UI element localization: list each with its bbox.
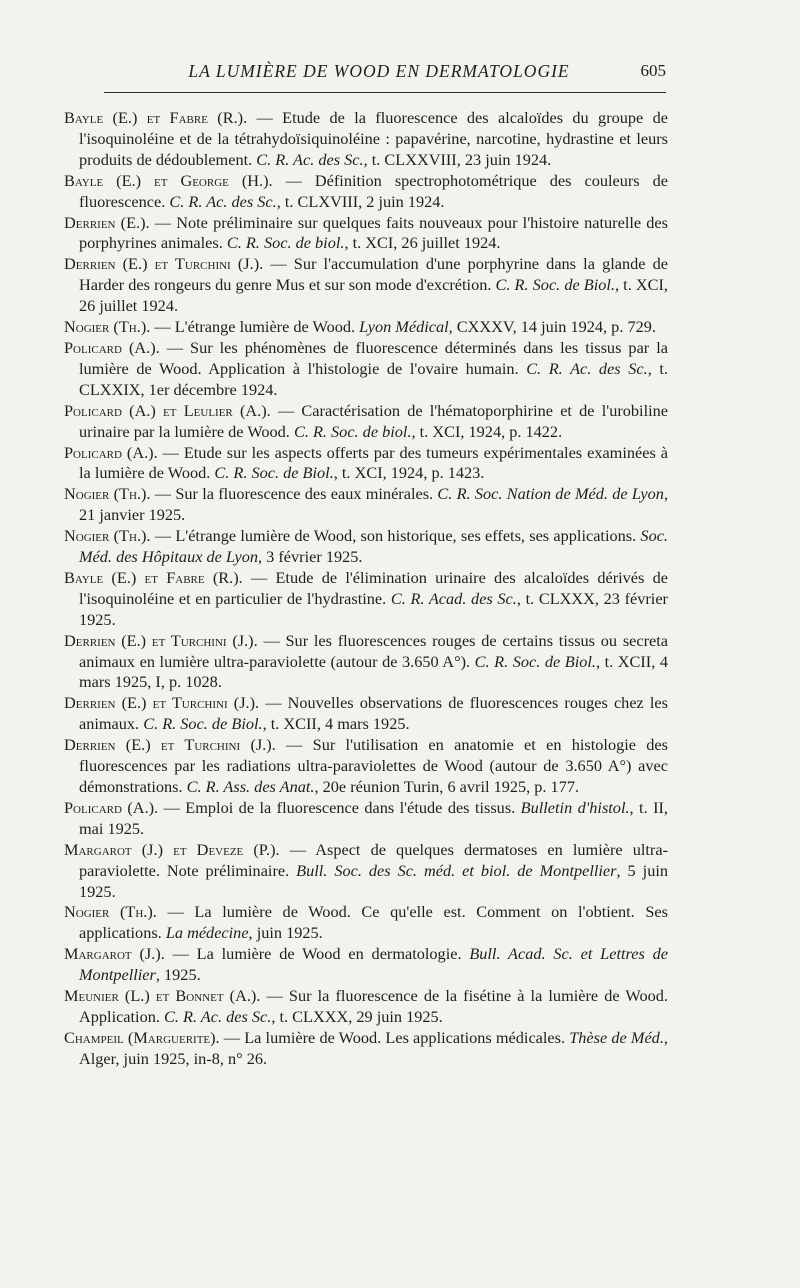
reference-journal: C. R. Soc. de Biol. — [474, 651, 596, 671]
reference-details: , 21 janvier 1925. — [79, 484, 669, 525]
reference-entry — [64, 944, 668, 986]
reference-details: , 3 février 1925. — [258, 547, 363, 567]
reference-details: , t. XCI, 1924, p. 1423. — [333, 463, 485, 483]
reference-text: — Aspect de quelques dermatoses en lumière ultra-paraviolette. Note préliminaire. — [79, 839, 668, 880]
reference-entry — [64, 443, 668, 485]
reference-text: — Caractérisation de l'hématoporphirine et de l'urobiline urinaire par la lumière de Wood. — [79, 400, 668, 441]
reference-authors: Bayle (E.) et Fabre (R.). — [64, 108, 248, 127]
reference-journal: Lyon Médical — [359, 317, 449, 337]
reference-text: — La lumière de Wood en dermatologie. — [164, 944, 470, 964]
reference-journal: Bulletin d'histol. — [520, 797, 630, 817]
reference-details: , t. CLXXIX, 1er décembre 1924. — [79, 358, 668, 399]
reference-details: , t. XCI, 1924, p. 1422. — [411, 421, 563, 441]
reference-journal: C. R. Ac. des Sc. — [169, 191, 277, 211]
reference-text: — La lumière de Wood. Ce qu'elle est. Comment on l'obtient. Ses applications. — [79, 902, 668, 943]
reference-journal: Thèse de Méd. — [569, 1027, 664, 1047]
reference-authors: Derrien (E.) et Turchini (J.). — [64, 254, 264, 274]
reference-authors: Nogier (Th.). — [64, 526, 151, 546]
reference-details: , t. CLXXX, 29 juin 1925. — [271, 1006, 443, 1026]
reference-authors: Derrien (E.). — [64, 212, 150, 232]
reference-entry — [64, 108, 668, 171]
reference-entry — [64, 401, 668, 443]
reference-details: , 1925. — [155, 965, 201, 985]
reference-authors: Derrien (E.) et Turchini (J.). — [64, 735, 276, 755]
reference-text: — Sur la fluorescence des eaux minérales. — [150, 484, 438, 504]
reference-text: — Sur les fluorescences rouges de certains tissus ou secreta animaux en lumière ultra-paraviolette (autour de 3.650 A°). — [79, 630, 669, 671]
reference-authors: Policard (A.). — [64, 442, 158, 462]
reference-details: , t. II, mai 1925. — [79, 797, 669, 838]
reference-details: , t. CLXXVIII, 23 juin 1924. — [363, 149, 552, 169]
page-header — [104, 58, 666, 90]
reference-text: — Etude sur les aspects offerts par des tumeurs expérimentales examinées à la lumière de Wood. — [79, 442, 668, 483]
reference-entry — [64, 171, 668, 213]
page-number: 605 — [640, 61, 666, 80]
reference-entry — [64, 631, 668, 694]
reference-authors: Champeil (Marguerite). — [64, 1027, 220, 1047]
reference-text: — Emploi de la fluorescence dans l'étude des tissus. — [158, 797, 521, 817]
reference-details: , juin 1925. — [248, 923, 323, 943]
reference-journal: La médecine — [165, 923, 249, 943]
reference-details: , 20e réunion Turin, 6 avril 1925, p. 177. — [314, 777, 580, 796]
reference-details: , 5 juin 1925. — [79, 860, 669, 901]
reference-journal: C. R. Soc. de Biol. — [143, 714, 263, 734]
reference-journal: C. R. Ass. des Anat. — [186, 777, 315, 796]
reference-authors: Policard (A.). — [64, 337, 160, 357]
reference-entry — [64, 213, 668, 255]
reference-details: , CXXXV, 14 juin 1924, p. 729. — [448, 317, 656, 337]
reference-entry — [64, 317, 668, 338]
reference-details: , t. CLXXX, 23 février 1925. — [79, 588, 668, 629]
reference-journal: C. R. Soc. de Biol. — [495, 275, 616, 295]
reference-entry — [64, 840, 668, 903]
reference-journal: Bull. Acad. Sc. et Lettres de Montpellier — [79, 944, 668, 985]
reference-authors: Margarot (J.) et Deveze (P.). — [64, 839, 280, 859]
reference-text: — Sur les phénomènes de fluorescence déterminés dans les tissus par la lumière de Wood. Application à l'histologie de l'ovaire humain. — [79, 337, 668, 378]
reference-authors: Bayle (E.) et George (H.). — [64, 170, 273, 190]
reference-authors: Nogier (Th.). — [64, 484, 151, 504]
reference-journal: C. R. Ac. des Sc. — [164, 1006, 272, 1026]
reference-authors: Derrien (E.) et Turchini (J.). — [64, 693, 260, 713]
reference-entry — [64, 902, 668, 944]
reference-journal: C. R. Ac. des Sc. — [256, 149, 364, 169]
reference-text: — L'étrange lumière de Wood, son historique, ses effets, ses applications. — [150, 526, 641, 546]
reference-text: — Nouvelles observations de fluorescences rouges chez les animaux. — [79, 693, 668, 734]
reference-journal: C. R. Soc. Nation de Méd. de Lyon — [437, 484, 664, 504]
reference-entry — [64, 1028, 668, 1070]
reference-authors: Bayle (E.) et Fabre (R.). — [64, 567, 243, 587]
reference-entry — [64, 484, 668, 526]
reference-journal: C. R. Soc. de biol. — [293, 421, 412, 441]
running-title: LA LUMIÈRE DE WOOD EN DERMATOLOGIE — [188, 61, 570, 81]
reference-text: — Sur la fluorescence de la fisétine à la lumière de Wood. Application. — [79, 986, 668, 1026]
reference-entry — [64, 798, 668, 840]
reference-entry — [64, 254, 668, 317]
reference-text: — Sur l'utilisation en anatomie et en histologie des fluorescences par les radiations ultra-paraviolettes de Wood (autour de 3.650 A°) avec démonstrations. — [79, 735, 668, 796]
reference-details: , t. XCII, 4 mars 1925. — [262, 714, 410, 734]
header-rule — [104, 92, 666, 93]
reference-authors: Policard (A.) et Leulier (A.). — [64, 400, 271, 420]
reference-text: — Etude de la fluorescence des alcaloïdes du groupe de l'isoquinoléine et de la tétrahydoïsiquinoléine : papavérine, narcotine, hydrastine et leurs produits de dédoublement. — [79, 108, 668, 169]
reference-entry — [64, 568, 668, 631]
reference-text: — Définition spectrophotométrique des couleurs de fluorescence. — [79, 170, 668, 211]
reference-details: , t. XCI, 26 juillet 1924. — [344, 233, 501, 253]
reference-text: — Etude de l'élimination urinaire des alcaloïdes dérivés de l'isoquinoléine et en particulier de l'hydrastine. — [79, 567, 668, 608]
reference-entry — [64, 338, 668, 401]
reference-authors: Nogier (Th.). — [64, 902, 157, 922]
reference-authors: Nogier (Th.). — [64, 317, 151, 337]
reference-journal: C. R. Acad. des Sc. — [390, 588, 517, 608]
reference-entry — [64, 735, 668, 798]
reference-text: — L'étrange lumière de Wood. — [150, 317, 360, 337]
reference-entry — [64, 526, 668, 568]
reference-text: — Sur l'accumulation d'une porphyrine dans la glande de Harder des rongeurs du genre Mus et sur son mode d'excrétion. — [79, 254, 668, 295]
reference-details: , t. XCII, 4 mars 1925, I, p. 1028. — [79, 651, 669, 692]
reference-journal: C. R. Ac. des Sc. — [526, 358, 648, 378]
reference-details: , t. CLXVIII, 2 juin 1924. — [276, 191, 445, 211]
reference-authors: Margarot (J.). — [64, 944, 165, 964]
reference-details: , t. XCI, 26 juillet 1924. — [79, 275, 668, 316]
reference-journal: Bull. Soc. des Sc. méd. et biol. de Montpellier — [296, 860, 617, 880]
bibliography-list — [64, 108, 668, 1070]
reference-journal: C. R. Soc. de biol. — [226, 233, 345, 253]
reference-entry — [64, 693, 668, 735]
reference-journal: Soc. Méd. des Hôpitaux de Lyon — [79, 526, 668, 567]
reference-authors: Policard (A.). — [64, 797, 159, 817]
reference-text: — La lumière de Wood. Les applications médicales. — [219, 1027, 570, 1047]
reference-text: — Note préliminaire sur quelques faits nouveaux pour l'histoire naturelle des porphyrines animales. — [79, 212, 668, 253]
reference-authors: Meunier (L.) et Bonnet (A.). — [64, 986, 261, 1006]
reference-authors: Derrien (E.) et Turchini (J.). — [64, 630, 258, 650]
reference-entry — [64, 986, 668, 1028]
reference-journal: C. R. Soc. de Biol. — [214, 463, 334, 483]
reference-details: , Alger, juin 1925, in-8, n° 26. — [79, 1027, 668, 1068]
